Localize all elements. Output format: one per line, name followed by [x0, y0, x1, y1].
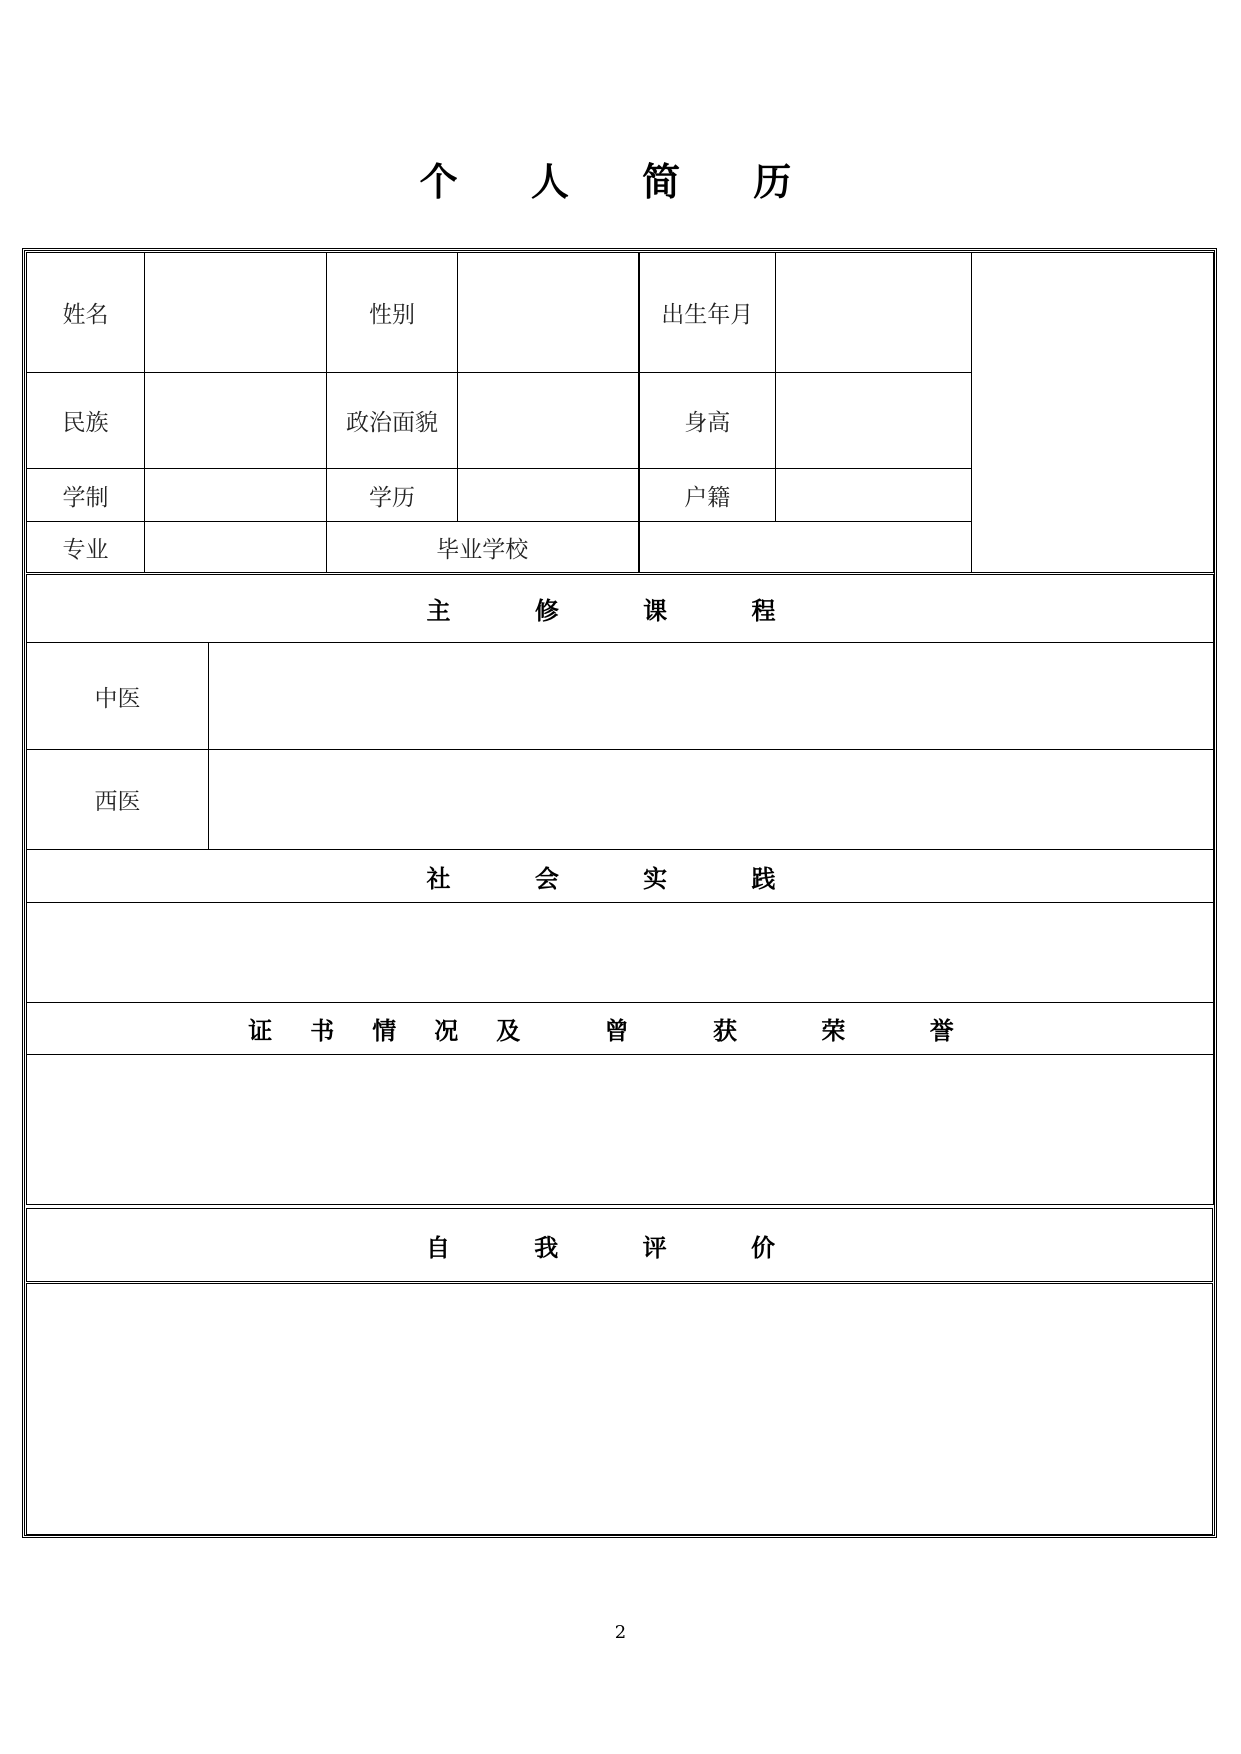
- honors-field[interactable]: [27, 1055, 1214, 1205]
- honors-heading: 证书情况及 曾 获 荣 誉: [27, 1003, 1214, 1055]
- practice-field[interactable]: [27, 903, 1214, 1003]
- education-label: 学历: [327, 469, 458, 522]
- height-label: 身高: [639, 373, 776, 469]
- political-field[interactable]: [458, 373, 639, 469]
- household-field[interactable]: [776, 469, 972, 522]
- ethnicity-label: 民族: [27, 373, 145, 469]
- birth-label: 出生年月: [639, 253, 776, 373]
- political-label: 政治面貌: [327, 373, 458, 469]
- birth-field[interactable]: [776, 253, 972, 373]
- practice-heading: 社 会 实 践: [27, 850, 1214, 903]
- self-eval-field[interactable]: [27, 1283, 1213, 1535]
- gender-label: 性别: [327, 253, 458, 373]
- course-label-western: 西医: [27, 750, 209, 850]
- photo-box[interactable]: [972, 253, 1214, 573]
- self-eval-heading: 自 我 评 价: [27, 1209, 1213, 1283]
- major-field[interactable]: [145, 522, 327, 573]
- name-field[interactable]: [145, 253, 327, 373]
- school-label: 毕业学校: [327, 522, 639, 573]
- household-label: 户籍: [639, 469, 776, 522]
- education-field[interactable]: [458, 469, 639, 522]
- courses-heading: 主 修 课 程: [27, 575, 1214, 643]
- page-number: 2: [614, 1622, 627, 1643]
- height-field[interactable]: [776, 373, 972, 469]
- schooling-label: 学制: [27, 469, 145, 522]
- page-title: 个 人 简 历: [419, 160, 822, 204]
- course-field-western[interactable]: [209, 750, 1214, 850]
- gender-field[interactable]: [458, 253, 639, 373]
- course-field-tcm[interactable]: [209, 643, 1214, 750]
- basic-info-table: [26, 252, 1214, 573]
- major-label: 专业: [27, 522, 145, 573]
- schooling-field[interactable]: [145, 469, 327, 522]
- course-label-tcm: 中医: [27, 643, 209, 750]
- self-eval-table: [26, 1208, 1213, 1535]
- name-label: 姓名: [27, 253, 145, 373]
- school-field[interactable]: [639, 522, 972, 573]
- details-table: [26, 574, 1214, 1205]
- ethnicity-field[interactable]: [145, 373, 327, 469]
